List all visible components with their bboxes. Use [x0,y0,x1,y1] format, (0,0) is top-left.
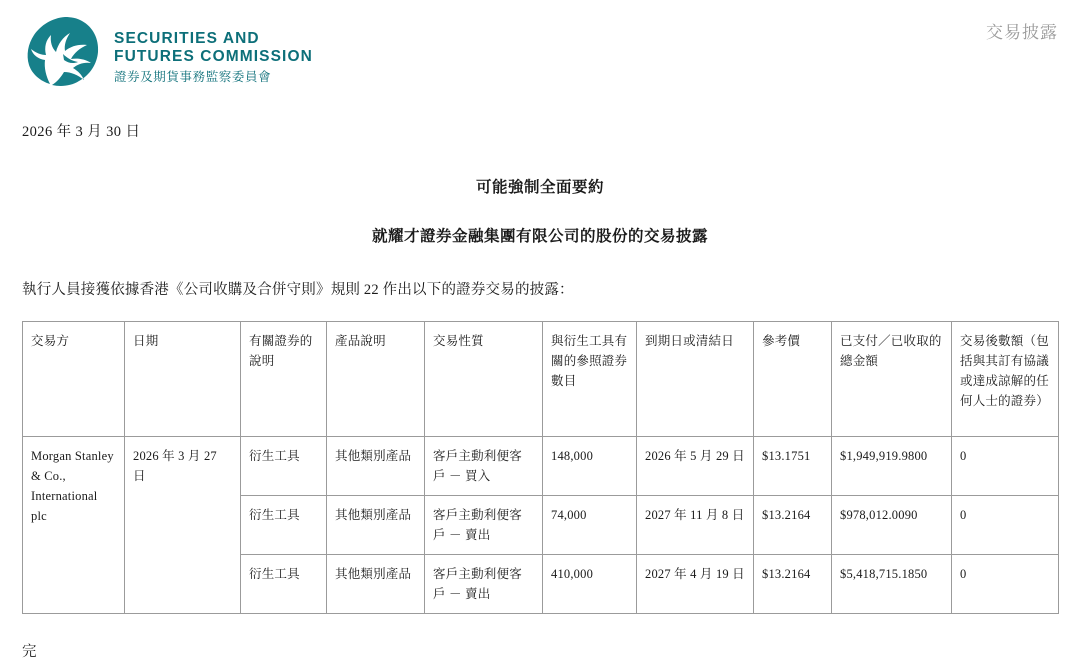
column-header-security: 有關證券的說明 [241,322,327,437]
column-header-post-amount: 交易後數額（包括與其訂有協議或達成諒解的任何人士的證券） [952,322,1059,437]
table-header-row [23,322,1059,437]
cell-total-amount: $5,418,715.1850 [832,555,952,614]
cell-expiry: 2027 年 4 月 19 日 [637,555,754,614]
table-row [23,437,1059,496]
cell-total-amount: $978,012.0090 [832,496,952,555]
cell-security: 衍生工具 [241,437,327,496]
cell-reference-price: $13.2164 [754,496,832,555]
cell-product: 其他類別產品 [327,496,425,555]
cell-total-amount: $1,949,919.9800 [832,437,952,496]
cell-nature: 客戶主動利便客戶 － 買入 [425,437,543,496]
column-header-total-amount: 已支付／已收取的總金額 [832,322,952,437]
logo-line-en2: FUTURES COMMISSION [114,48,313,65]
cell-security: 衍生工具 [241,496,327,555]
cell-post-amount: 0 [952,496,1059,555]
cell-expiry: 2027 年 11 月 8 日 [637,496,754,555]
cell-post-amount: 0 [952,555,1059,614]
document-header [22,0,1058,108]
column-header-reference-number: 與衍生工具有關的參照證券數目 [543,322,637,437]
cell-post-amount: 0 [952,437,1059,496]
cell-date: 2026 年 3 月 27 日 [125,437,241,614]
logo-line-zh: 證券及期貨事務監察委員會 [114,70,272,84]
cell-product: 其他類別產品 [327,555,425,614]
cell-nature: 客戶主動利便客戶 － 賣出 [425,496,543,555]
column-header-date: 日期 [125,322,241,437]
intro-paragraph: 執行人員接獲依據香港《公司收購及合併守則》規則 22 作出以下的證券交易的披露： [22,282,574,298]
cell-product: 其他類別產品 [327,437,425,496]
document-date: 2026 年 3 月 30 日 [22,124,141,140]
cell-reference-number: 148,000 [543,437,637,496]
page-title: 可能強制全面要約 [475,179,604,196]
cell-reference-number: 74,000 [543,496,637,555]
column-header-party: 交易方 [23,322,125,437]
column-header-expiry: 到期日或清結日 [637,322,754,437]
logo-line-en1: SECURITIES AND [114,30,260,47]
sfc-logo-text [114,30,313,86]
cell-party: Morgan Stanley & Co., International plc [23,437,125,614]
document-kicker: 交易披露 [986,23,1058,42]
title-block [22,175,1058,246]
column-header-nature: 交易性質 [425,322,543,437]
sfc-eagle-logo-icon [22,14,108,88]
column-header-product: 產品說明 [327,322,425,437]
page-subtitle: 就耀才證券金融集團有限公司的股份的交易披露 [371,228,708,245]
end-mark: 完 [22,644,37,660]
disclosure-table [22,321,1059,614]
cell-reference-number: 410,000 [543,555,637,614]
cell-expiry: 2026 年 5 月 29 日 [637,437,754,496]
cell-security: 衍生工具 [241,555,327,614]
cell-reference-price: $13.2164 [754,555,832,614]
sfc-logo [22,14,313,88]
cell-nature: 客戶主動利便客戶 － 賣出 [425,555,543,614]
column-header-reference-price: 參考價 [754,322,832,437]
cell-reference-price: $13.1751 [754,437,832,496]
